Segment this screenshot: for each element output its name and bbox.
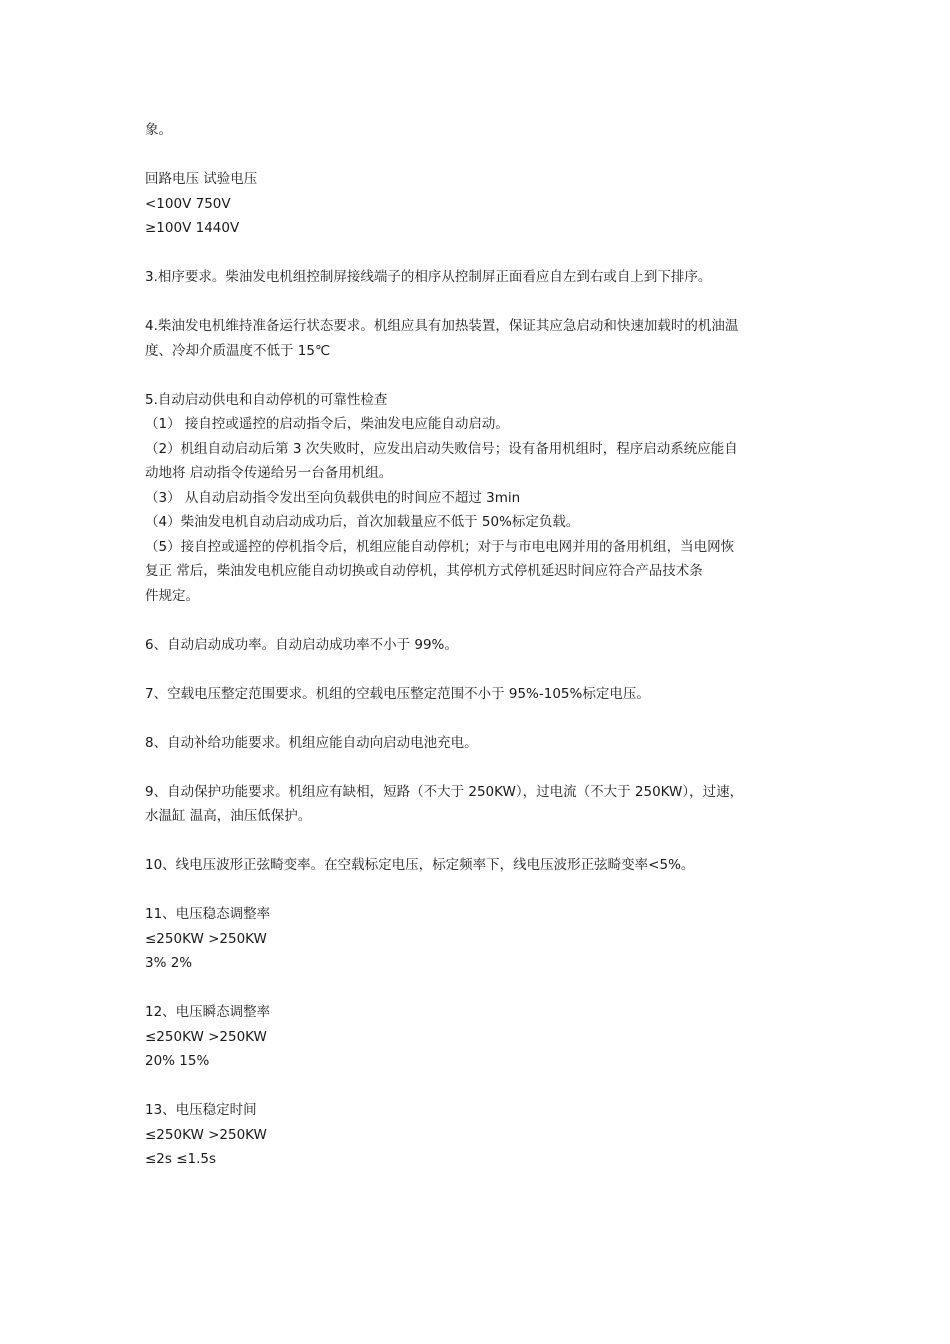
paragraph-gap [145,290,813,315]
text-line: 5.自动启动供电和自动停机的可靠性检查 [145,391,388,408]
paragraph-gap [145,143,813,168]
text-line: 12、电压瞬态调整率 [145,1004,271,1020]
text-line: 9、自动保护功能要求。机组应有缺相，短路（不大于 250KW），过电流（不大于 250KW），过速， [145,783,744,800]
text-line: 6、自动启动成功率。自动启动成功率不小于 99%。 [145,636,458,653]
paragraph-gap [145,706,813,731]
text-line: ≤250KW >250KW [145,930,267,947]
text-line: 11、电压稳态调整率 [145,906,271,922]
text-line: 20% 15% [145,1053,210,1069]
paragraph-gap [145,657,813,682]
text-line: 7、空载电压整定范围要求。机组的空载电压整定范围不小于 95%-105%标定电压。 [145,685,650,702]
text-line: 8、自动补给功能要求。机组应能自动向启动电池充电。 [145,734,478,751]
paragraph-gap [145,608,813,633]
text-line: （5）接自控或遥控的停机指令后，机组应能自动停机；对于与市电电网并用的备用机组，当电网恢 [145,538,735,555]
text-line: ≤2s ≤1.5s [145,1151,217,1167]
text-line: （2）机组自动启动后第 3 次失败时，应发出启动失败信号；设有备用机组时，程序启动系统应能自 [145,440,738,457]
text-line: 复正 常后，柴油发电机应能自动切换或自动停机，其停机方式停机延迟时间应符合产品技术条 [145,563,703,579]
text-line: 3.相序要求。柴油发电机组控制屏接线端子的相序从控制屏正面看应自左到右或自上到下排序。 [145,269,712,285]
text-line: 动地将 启动指令传递给另一台备用机组。 [145,465,393,481]
text-line: （3） 从自动启动指令发出至向负载供电的时间应不超过 3min [145,489,521,506]
text-line: ≥100V 1440V [145,220,240,236]
paragraph-gap [145,878,813,903]
paragraph-gap [145,1074,813,1099]
text-line: 3% 2% [145,955,193,971]
text-line: （1） 接自控或遥控的启动指令后，柴油发电应能自动启动。 [145,416,509,432]
paragraph-gap [145,241,813,266]
text-line: ≤250KW >250KW [145,1126,267,1143]
text-line: 4.柴油发电机维持准备运行状态要求。机组应具有加热装置，保证其应急启动和快速加载时的机油温 [145,318,739,334]
text-line: （4）柴油发电机自动启动成功后，首次加载量应不低于 50%标定负载。 [145,514,580,530]
text-line: 度、冷却介质温度不低于 15℃ [145,342,331,359]
paragraph-gap [145,755,813,780]
paragraph-gap [145,829,813,854]
text-line: 象。 [145,122,172,138]
text-line: 10、线电压波形正弦畸变率。在空载标定电压，标定频率下，线电压波形正弦畸变率<5%。 [145,857,695,873]
paragraph-gap [145,363,813,388]
document-page [145,118,813,1172]
text-line: 件规定。 [145,587,199,604]
text-line: ≤250KW >250KW [145,1028,267,1045]
text-line: 13、电压稳定时间 [145,1102,257,1118]
text-line: <100V 750V [145,195,231,212]
paragraph-gap [145,976,813,1001]
text-line: 回路电压 试验电压 [145,171,258,187]
text-line: 水温缸 温高，油压低保护。 [145,808,312,824]
